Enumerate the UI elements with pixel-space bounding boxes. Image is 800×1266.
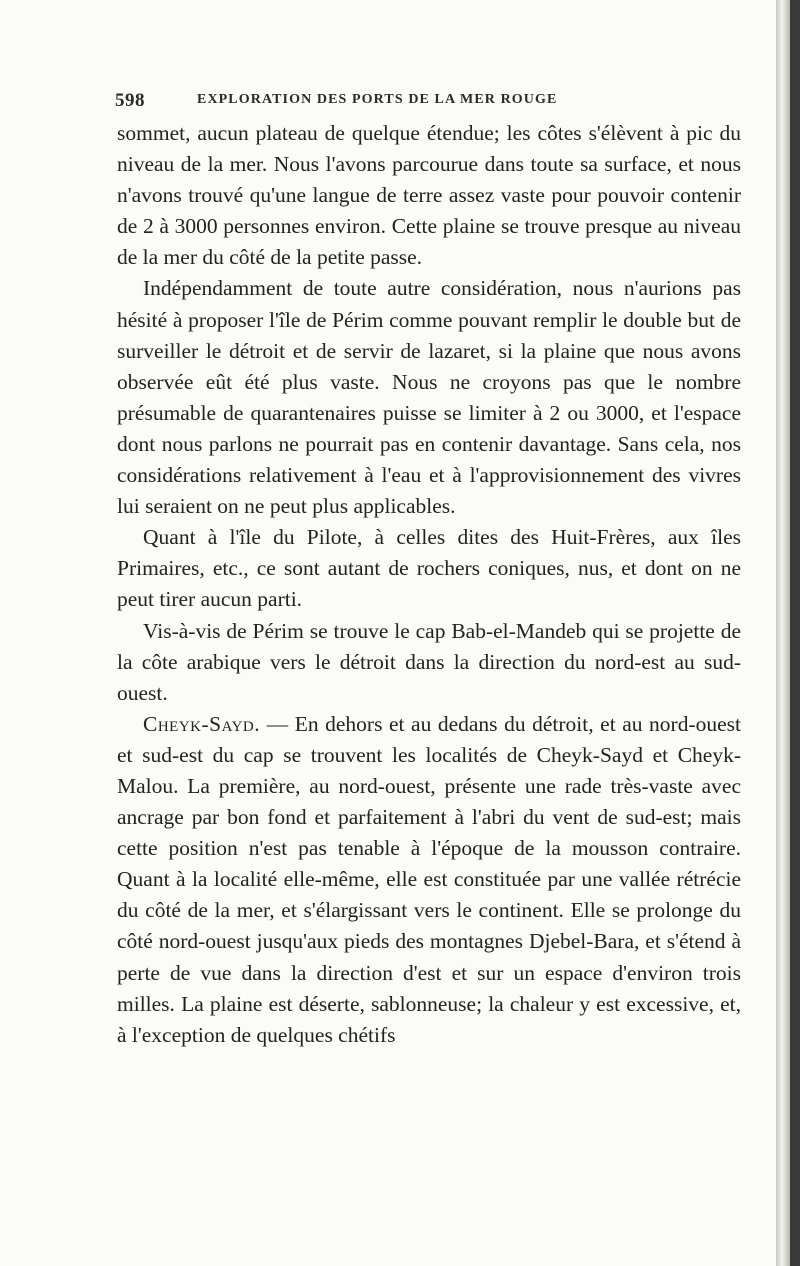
paragraph-text: Vis-à-vis de Périm se trouve le cap Bab-el-Mandeb qui se projette de la côte arabique vers le détroit dans la direction du nord-est au sud-ouest.	[117, 618, 741, 705]
paragraph	[117, 118, 741, 273]
book-spine-edge	[790, 0, 800, 1266]
paragraph	[117, 273, 741, 522]
paragraph	[117, 709, 741, 1051]
paragraph-text: Quant à l'île du Pilote, à celles dites des Huit-Frères, aux îles Primaires, etc., ce sont autant de rochers coniques, nus, et dont on ne peut tirer aucun parti.	[117, 525, 741, 612]
paragraph	[117, 522, 741, 615]
page-number: 598	[115, 90, 145, 111]
body-text	[117, 118, 741, 1051]
section-heading: Cheyk-Sayd.	[143, 711, 261, 736]
paragraph-text: — En dehors et au dedans du détroit, et au nord-ouest et sud-est du cap se trouvent les localités de Cheyk-Sayd et Cheyk-Malou. La première, au nord-ouest, présente une rade très-vaste avec ancrage par bon fond et parfaitement à l'abri du vent de sud-est; mais cette position n'est pas tenable à l'époque de la mousson contraire. Quant à la localité elle-même, elle est constituée par une vallée rétrécie du côté de la mer, et s'élargissant vers le continent. Elle se prolonge du côté nord-ouest jusqu'aux pieds des montagnes Djebel-Bara, et s'étend à perte de vue dans la direction d'est et sur un espace d'environ trois milles. La plaine est déserte, sablonneuse; la chaleur y est excessive, et, à l'exception de quelques chétifs	[117, 711, 741, 1047]
paragraph	[117, 616, 741, 709]
paragraph-text: sommet, aucun plateau de quelque étendue; les côtes s'élèvent à pic du niveau de la mer. Nous l'avons parcourue dans toute sa surface, et nous n'avons trouvé qu'une langue de terre assez vaste pour pouvoir contenir de 2 à 3000 personnes environ. Cette plaine se trouve presque au niveau de la mer du côté de la petite passe.	[117, 121, 741, 270]
running-title: EXPLORATION DES PORTS DE LA MER ROUGE	[197, 92, 558, 107]
paragraph-text: Indépendamment de toute autre considération, nous n'aurions pas hésité à proposer l'île de Périm comme pouvant remplir le double but de surveiller le détroit et de servir de lazaret, si la plaine que nous avons observée eût été plus vaste. Nous ne croyons pas que le nombre présumable de quarantenaires puisse se limiter à 2 ou 3000, et l'espace dont nous parlons ne pourrait pas en contenir davantage. Sans cela, nos considérations relativement à l'eau et à l'approvisionnement des vivres lui seraient on ne peut plus applicables.	[117, 276, 741, 519]
